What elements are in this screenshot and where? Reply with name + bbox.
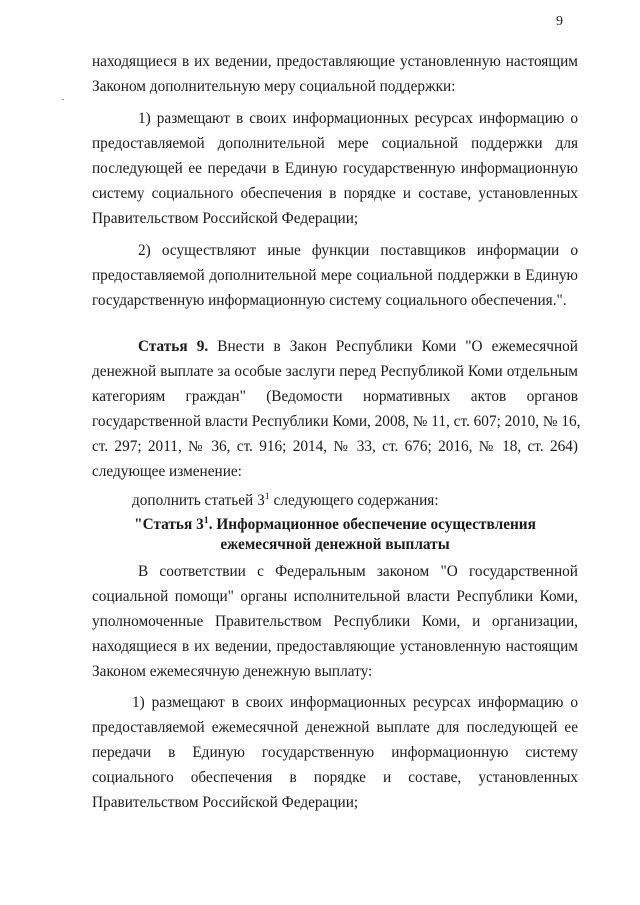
text-line: уполномоченные Правительством Республики Коми, и организации, (92, 613, 578, 630)
article-text: Внести в Закон Республики Коми "О ежемесячной (217, 338, 578, 355)
text-line: Правительством Российской Федерации; (92, 794, 359, 811)
text-line: последующей ее передачи в Единую государственную информационную (92, 160, 578, 177)
text-line: систему социального обеспечения в порядке и составе, установленных (92, 185, 578, 202)
text-line: социальной помощи" органы исполнительной власти Республики Коми, (92, 588, 578, 605)
text-line: следующее изменение: (92, 463, 242, 480)
article-9 (92, 334, 581, 513)
text-line: Законом дополнительную меру социальной поддержки: (92, 78, 456, 95)
margin-mark (62, 99, 64, 100)
text-line: денежной выплате за особые заслуги перед Республикой Коми отдельным (92, 363, 578, 380)
text-line: 2) осуществляют иные функции поставщиков информации о (138, 242, 578, 259)
text-line (92, 334, 578, 359)
text-line: Законом ежемесячную денежную выплату: (92, 663, 373, 680)
paragraph-block-1 (92, 49, 578, 313)
text-line: В соответствии с Федеральным законом "О государственной (138, 563, 578, 580)
text-line: передачи в Единую государственную информационную систему (92, 744, 578, 761)
text-line: предоставляемой дополнительной мере социальной поддержки для (92, 135, 578, 152)
text-line: социального обеспечения в порядке и составе, установленных (92, 769, 578, 786)
text-line: 1) размещают в своих информационных ресурсах информацию о (138, 110, 578, 127)
text-line: государственную информационную систему социального обеспечения.". (92, 292, 567, 309)
text-line: 1) размещают в своих информационных ресурсах информацию о (132, 694, 578, 711)
heading-line: ежемесячной денежной выплаты (220, 536, 450, 553)
heading-line: "Статья $3^1$. Информационное обеспечение осуществления (134, 514, 536, 533)
page-number: 9 (556, 14, 563, 29)
text-line: Правительством Российской Федерации; (92, 210, 359, 227)
article-heading (92, 515, 578, 555)
text-line: находящиеся в их ведении, предоставляющие установленную настоящим (92, 638, 578, 655)
text-line: предоставляемой дополнительной мере социальной поддержки в Единую (92, 267, 578, 284)
text-line: государственной власти Республики Коми, 2008, № 11, ст. 607; 2010, № 16, (92, 413, 581, 430)
text-line: ст. 297; 2011, № 36, ст. 916; 2014, № 33, ст. 676; 2016, № 18, ст. 264) (92, 438, 578, 455)
text-line: категориям граждан" (Ведомости нормативных актов органов (92, 388, 578, 405)
text-line: предоставляемой ежемесячной денежной выплате для последующей ее (92, 719, 578, 736)
paragraph-block-2 (92, 559, 578, 815)
text-line: дополнить статьей $3^1$ следующего содержания: (132, 490, 439, 509)
article-label: Статья 9. (138, 338, 209, 355)
text-line: находящиеся в их ведении, предоставляющие установленную настоящим (92, 53, 578, 70)
